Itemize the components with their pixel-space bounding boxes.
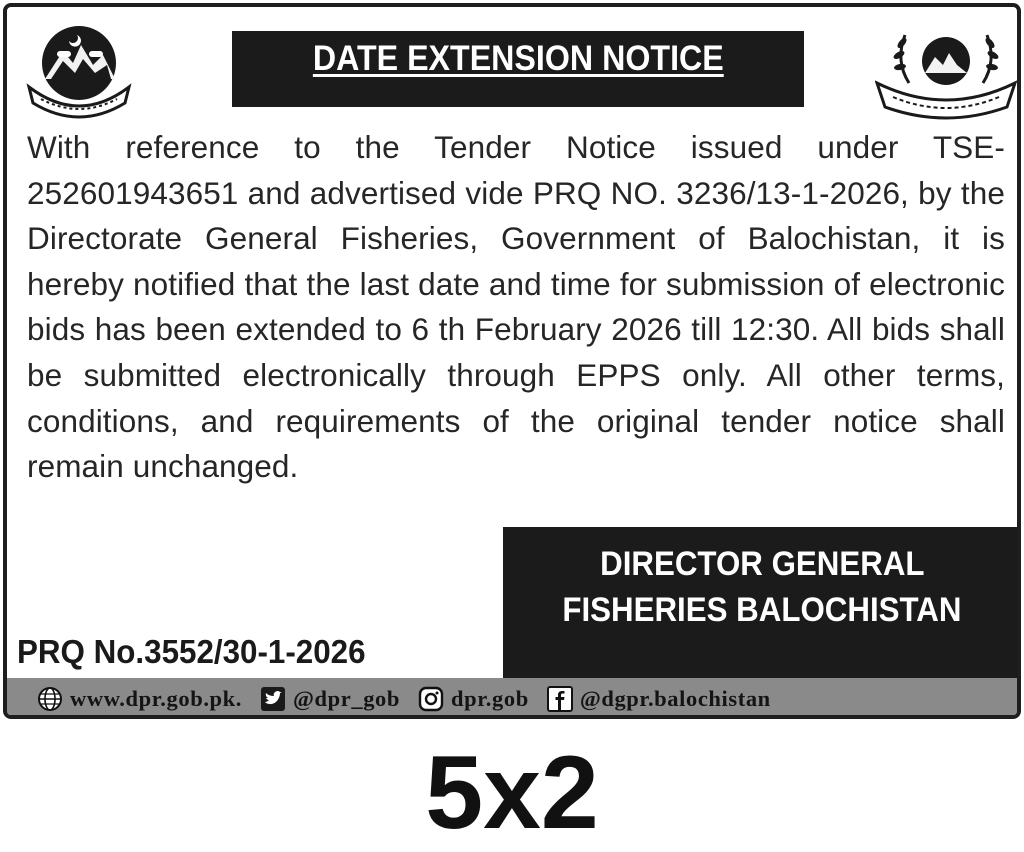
facebook-icon — [547, 686, 573, 712]
instagram-icon — [418, 686, 444, 712]
title-bar — [232, 31, 804, 107]
notice-frame — [3, 3, 1021, 719]
footer-instagram-text: dpr.gob — [451, 685, 529, 711]
globe-icon — [37, 686, 63, 712]
footer-website[interactable] — [37, 686, 242, 712]
signature-title: DIRECTOR GENERAL — [599, 545, 925, 583]
footer-facebook[interactable] — [547, 686, 771, 712]
footer-bar — [7, 678, 1017, 719]
balochistan-emblem-icon — [23, 21, 135, 121]
notice-body: With reference to the Tender Notice issued under TSE-252601943651 and advertised vide PRQ NO. 3236/13-1-2026, by the Directorate General Fisheries, Government of Balochistan, it is hereby notified that the last date and time for submission of electronic bids has been extended to 6 th February 2026 till 12:30. All bids shall be submitted electronically through EPPS only. All other terms, conditions, and requirements of the original tender notice shall remain unchanged. — [27, 129, 1005, 485]
footer-twitter[interactable] — [260, 686, 400, 712]
footer-website-text: www.dpr.gob.pk. — [70, 685, 242, 711]
ad-size-label: 5x2 — [425, 735, 599, 851]
dgpr-emblem-icon — [875, 21, 1017, 121]
notice-title: DATE EXTENSION NOTICE — [312, 39, 724, 78]
twitter-icon — [260, 686, 286, 712]
footer-instagram[interactable] — [418, 686, 529, 712]
footer-twitter-text: @dpr_gob — [293, 685, 401, 711]
prq-number: PRQ No.3552/30-1-2026 — [17, 633, 366, 670]
footer-facebook-text: @dgpr.balochistan — [579, 685, 771, 711]
signature-department: FISHERIES BALOCHISTAN — [562, 591, 962, 629]
signature-box — [503, 527, 1021, 679]
